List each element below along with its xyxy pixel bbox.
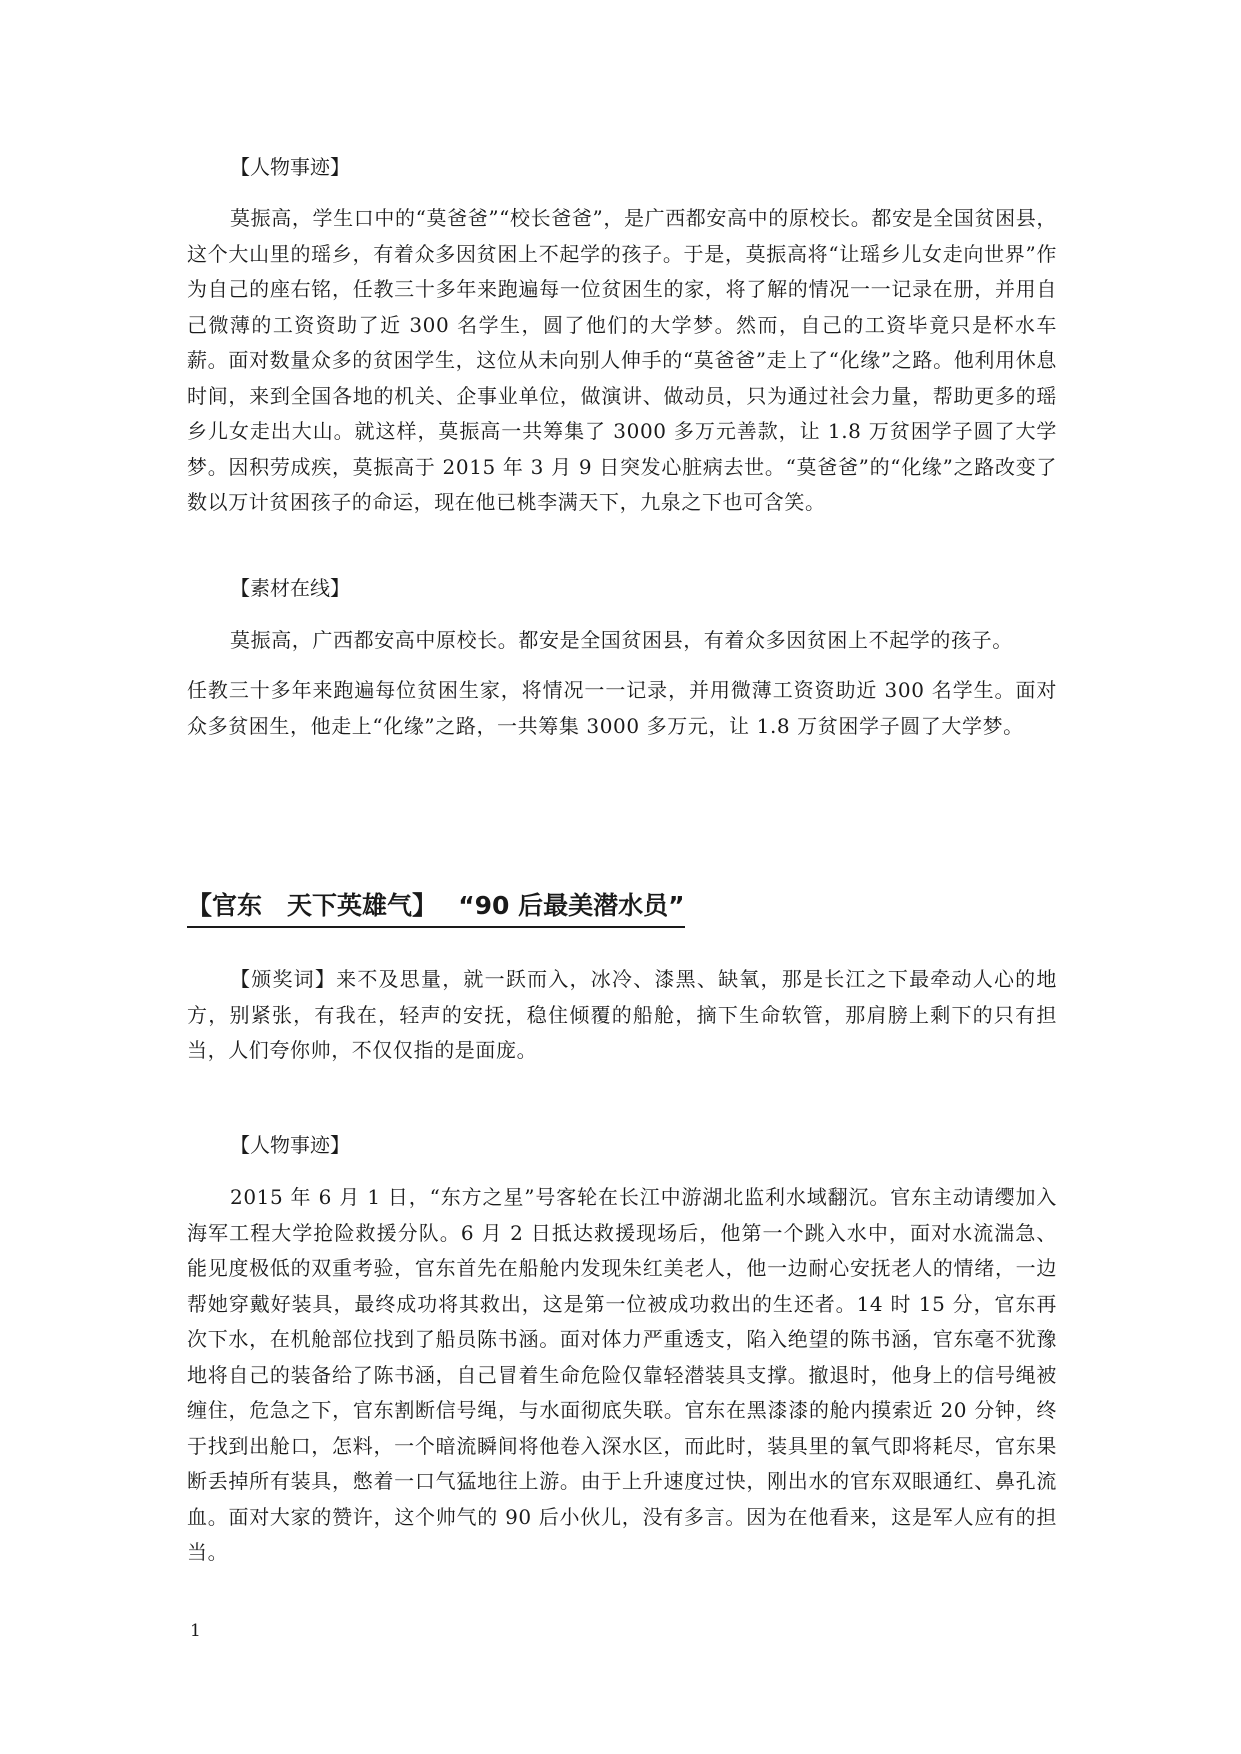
award-paragraph <box>187 962 1057 1069</box>
material-paragraph: 任教三十多年来跑遍每位贫困生家，将情况一一记录，并用微薄工资资助近 300 名学生。面对众多贫困生，他走上“化缘”之路，一共筹集 3000 多万元，让 1.8 万贫困学子圆了大学梦。 <box>187 678 1057 738</box>
section-label-deeds-2: 【人物事迹】 <box>230 1133 350 1157</box>
material-paragraph-line1: 莫振高，广西都安高中原校长。都安是全国贫困县，有着众多因贫困上不起学的孩子。 <box>230 628 1013 652</box>
section-heading: 【官东 天下英雄气】 “90 后最美潜水员” <box>187 888 685 928</box>
section-label-material: 【素材在线】 <box>230 576 350 600</box>
award-text: 来不及思量，就一跃而入，冰冷、漆黑、缺氧，那是长江之下最牵动人心的地方，别紧张，有我在，轻声的安抚，稳住倾覆的船舱，摘下生命软管，那肩膀上剩下的只有担当，人们夸你帅，不仅仅指的是面庞。 <box>187 967 1057 1062</box>
section-label-deeds: 【人物事迹】 <box>230 155 350 179</box>
deeds-paragraph: 莫振高，学生口中的“莫爸爸”“校长爸爸”，是广西都安高中的原校长。都安是全国贫困县，这个大山里的瑶乡，有着众多因贫困上不起学的孩子。于是，莫振高将“让瑶乡儿女走向世界”作为自己的座右铭，任教三十多年来跑遍每一位贫困生的家，将了解的情况一一记录在册，并用自己微薄的工资资助了近 300 名学生，圆了他们的大学梦。然而，自己的工资毕竟只是杯水车薪。面对数量众多的贫困学生，这位从未向别人伸手的“莫爸爸”走上了“化缘”之路。他利用休息时间，来到全国各地的机关、企事业单位，做演讲、做动员，只为通过社会力量，帮助更多的瑶乡儿女走出大山。就这样，莫振高一共筹集了 3000 多万元善款，让 1.8 万贫困学子圆了大学梦。因积劳成疾，莫振高于 2015 年 3 月 9 日突发心脏病去世。“莫爸爸”的“化缘”之路改变了数以万计贫困孩子的命运，现在他已桃李满天下，九泉之下也可含笑。 <box>187 206 1057 514</box>
page-number: 1 <box>190 1621 201 1641</box>
deeds-paragraph-2: 2015 年 6 月 1 日，“东方之星”号客轮在长江中游湖北监利水域翻沉。官东主动请缨加入海军工程大学抢险救援分队。6 月 2 日抵达救援现场后，他第一个跳入水中，面对水流湍急、能见度极低的双重考验，官东首先在船舱内发现朱红美老人，他一边耐心安抚老人的情绪，一边帮她穿戴好装具，最终成功将其救出，这是第一位被成功救出的生还者。14 时 15 分，官东再次下水，在机舱部位找到了船员陈书涵。面对体力严重透支，陷入绝望的陈书涵，官东毫不犹豫地将自己的装备给了陈书涵，自己冒着生命危险仅靠轻潜装具支撑。撤退时，他身上的信号绳被缠住，危急之下，官东割断信号绳，与水面彻底失联。官东在黑漆漆的舱内摸索近 20 分钟，终于找到出舱口，怎料，一个暗流瞬间将他卷入深水区，而此时，装具里的氧气即将耗尽，官东果断丢掉所有装具，憋着一口气猛地往上游。由于上升速度过快，刚出水的官东双眼通红、鼻孔流血。面对大家的赞许，这个帅气的 90 后小伙儿，没有多言。因为在他看来，这是军人应有的担当。 <box>187 1185 1057 1564</box>
award-label: 【颁奖词】 <box>230 967 337 991</box>
